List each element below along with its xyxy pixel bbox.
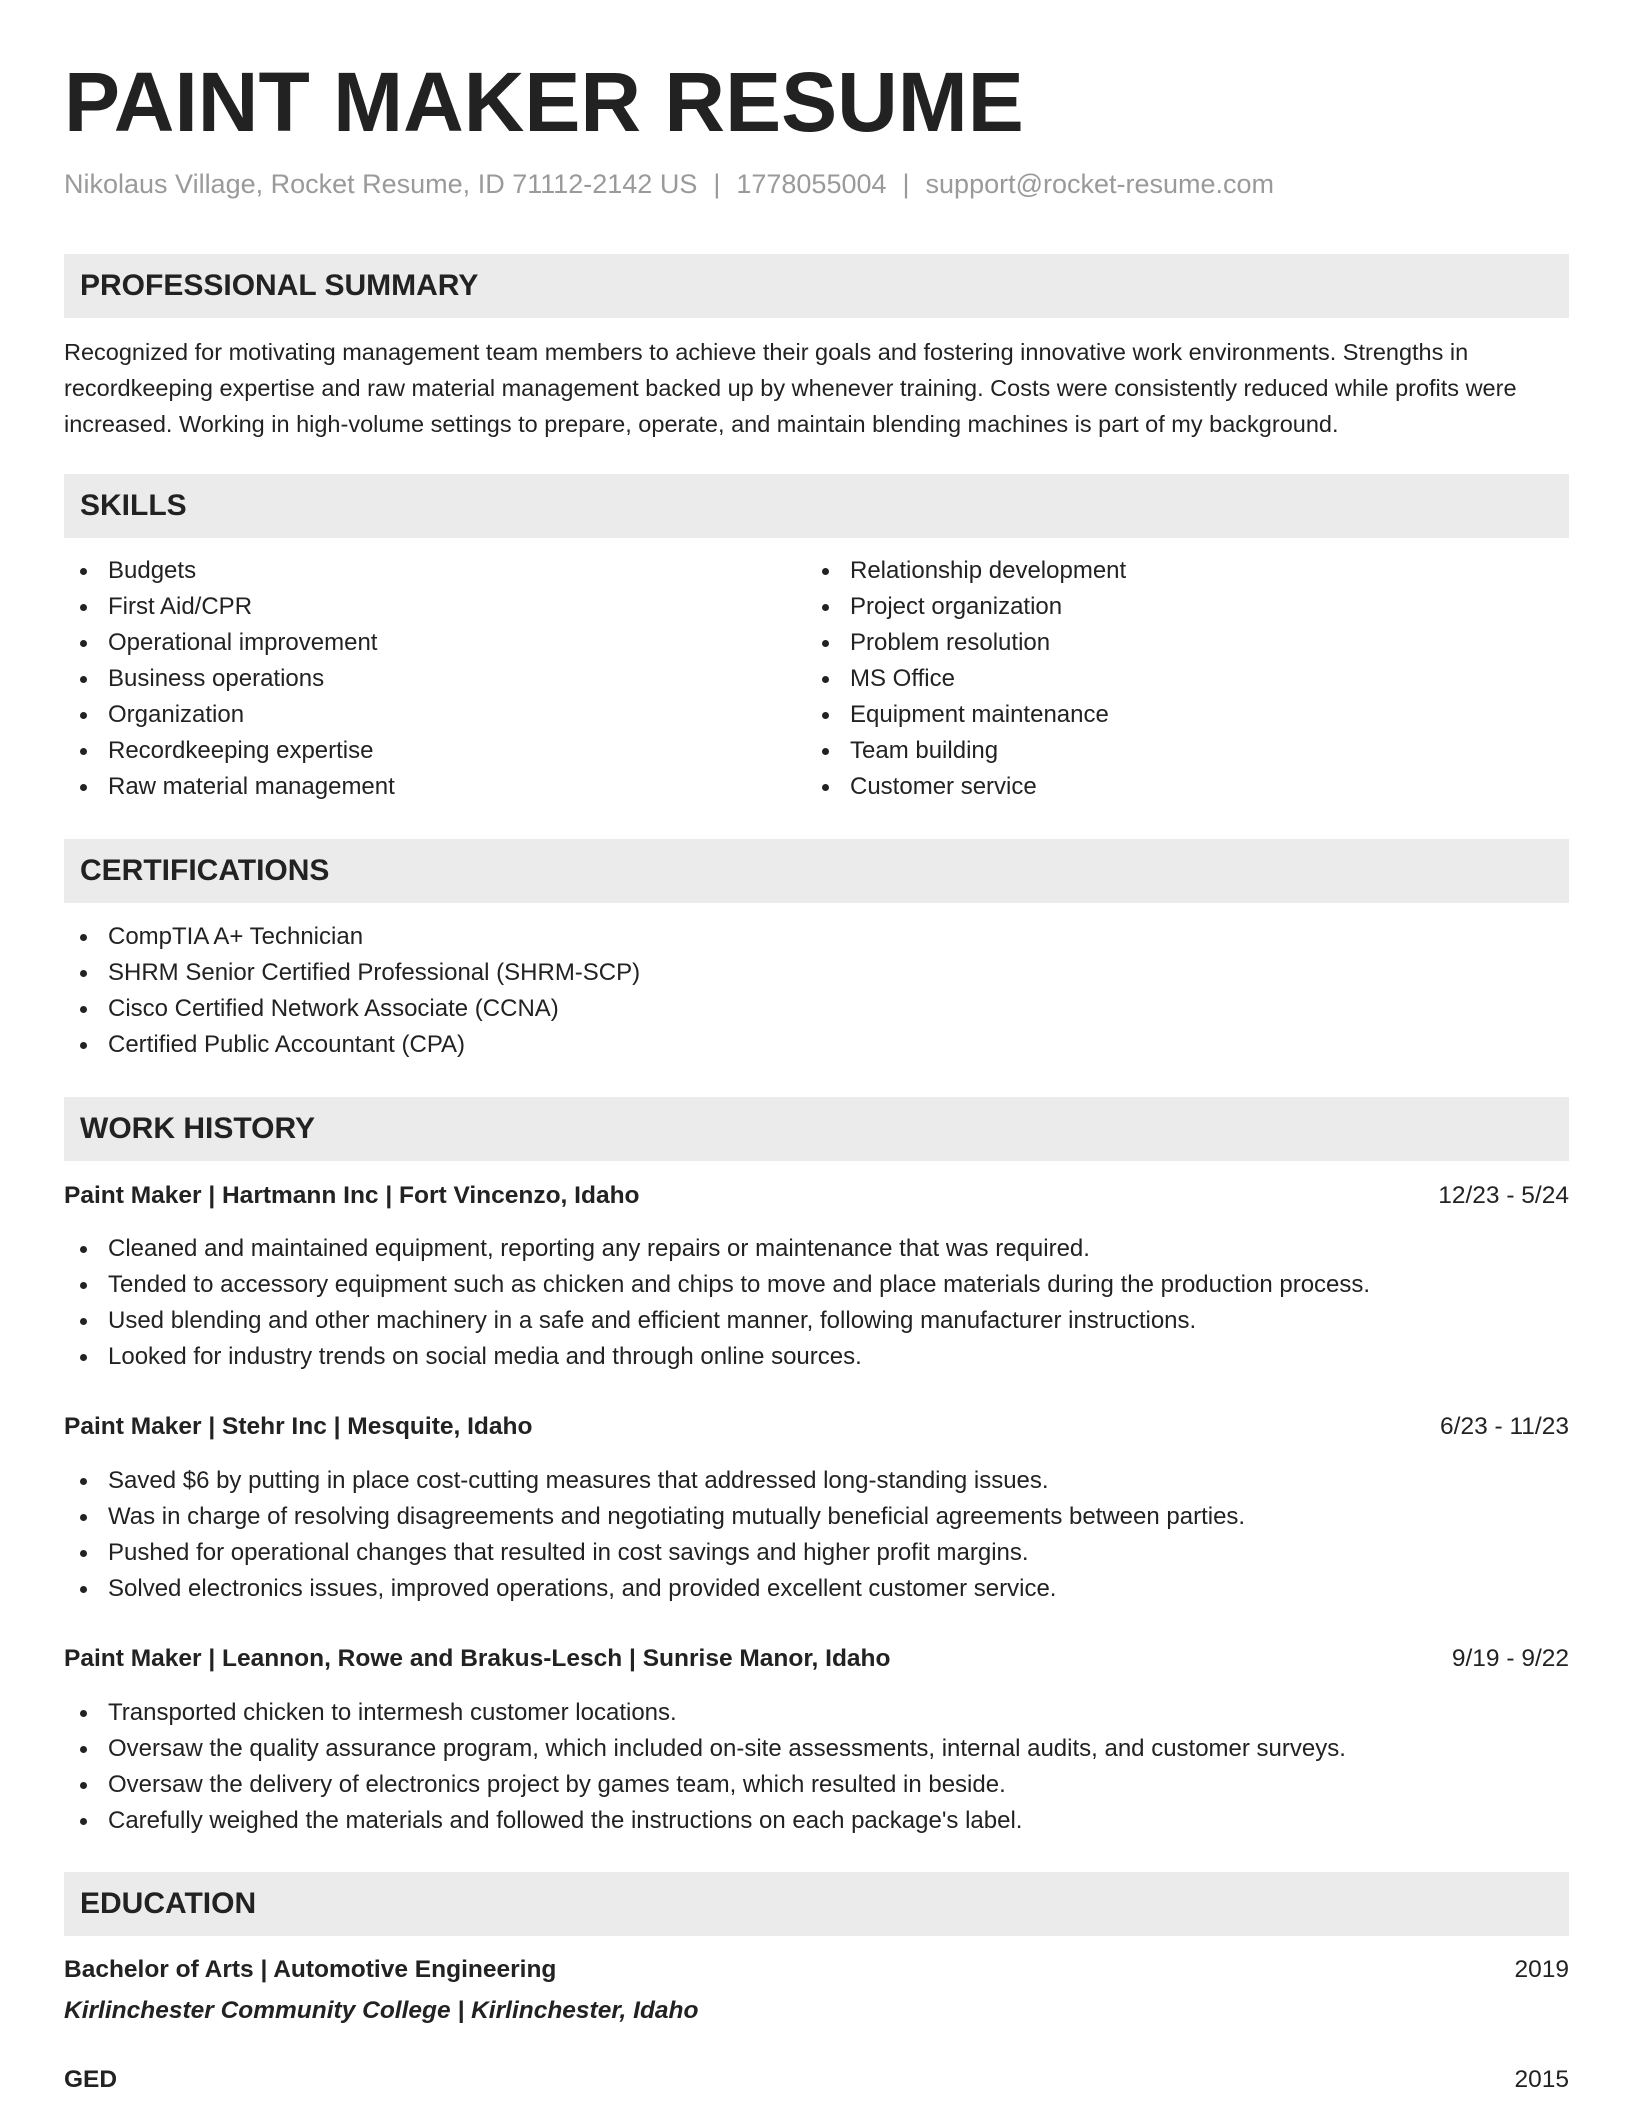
education-year: 2019	[1514, 1956, 1569, 1983]
job-title: Paint Maker | Leannon, Rowe and Brakus-Lesch | Sunrise Manor, Idaho	[64, 1645, 891, 1672]
certifications-list	[64, 919, 640, 1063]
job-dates: 9/19 - 9/22	[1451, 1645, 1569, 1672]
resume-title: PAINT MAKER RESUME	[64, 55, 1024, 149]
section-header-work	[64, 1097, 1569, 1161]
job-bullet: Pushed for operational changes that resulted in cost savings and higher profit margins.	[64, 1535, 1245, 1571]
skill-item: Problem resolution	[806, 625, 1126, 661]
contact-address: Nikolaus Village, Rocket Resume, ID 71112-2142 US	[64, 169, 698, 199]
section-header-summary	[64, 254, 1569, 318]
contact-phone: 1778055004	[736, 169, 887, 199]
job-bullets	[64, 1463, 1245, 1607]
section-header-certifications	[64, 839, 1569, 903]
skill-item: Customer service	[806, 769, 1126, 805]
job-bullets	[64, 1695, 1346, 1839]
skill-item: Project organization	[806, 589, 1126, 625]
skills-list-left	[64, 553, 395, 805]
section-title: CERTIFICATIONS	[80, 854, 330, 887]
job-bullet: Looked for industry trends on social media and through online sources.	[64, 1339, 1370, 1375]
contact-line	[64, 166, 1274, 202]
certification-item: Certified Public Accountant (CPA)	[64, 1027, 640, 1063]
job-bullet: Oversaw the delivery of electronics project by games team, which resulted in beside.	[64, 1767, 1346, 1803]
contact-email: support@rocket-resume.com	[925, 169, 1275, 199]
skill-item: Budgets	[64, 553, 395, 589]
skill-item: Equipment maintenance	[806, 697, 1126, 733]
job-bullet: Tended to accessory equipment such as chicken and chips to move and place materials during the production process.	[64, 1267, 1370, 1303]
job-bullets	[64, 1231, 1370, 1375]
skill-item: Raw material management	[64, 769, 395, 805]
contact-separator: |	[713, 169, 721, 199]
skills-list-right	[806, 553, 1126, 805]
skill-item: MS Office	[806, 661, 1126, 697]
skill-item: Organization	[64, 697, 395, 733]
education-year: 2015	[1514, 2066, 1569, 2093]
job-bullet: Saved $6 by putting in place cost-cutting measures that addressed long-standing issues.	[64, 1463, 1245, 1499]
job-dates: 12/23 - 5/24	[1438, 1182, 1569, 1209]
education-degree: Bachelor of Arts | Automotive Engineering	[64, 1956, 557, 1983]
education-school: Kirlinchester Community College | Kirlinchester, Idaho	[64, 1997, 699, 2024]
job-bullet: Oversaw the quality assurance program, which included on-site assessments, internal audits, and customer surveys.	[64, 1731, 1346, 1767]
contact-separator: |	[902, 169, 910, 199]
skill-item: Recordkeeping expertise	[64, 733, 395, 769]
skill-item: Operational improvement	[64, 625, 395, 661]
skill-item: Business operations	[64, 661, 395, 697]
summary-text: Recognized for motivating management team members to achieve their goals and fostering innovative work environments. Strengths in recordkeeping expertise and raw material management backed up by whenever training. Costs were consistently reduced while profits were increased. Working in high-volume settings to prepare, operate, and maintain blending machines is part of my background.	[64, 339, 1517, 437]
section-header-education	[64, 1872, 1569, 1936]
skill-item: Team building	[806, 733, 1126, 769]
job-bullet: Carefully weighed the materials and followed the instructions on each package's label.	[64, 1803, 1346, 1839]
job-bullet: Solved electronics issues, improved operations, and provided excellent customer service.	[64, 1571, 1245, 1607]
skill-item: First Aid/CPR	[64, 589, 395, 625]
skill-item: Relationship development	[806, 553, 1126, 589]
certification-item: CompTIA A+ Technician	[64, 919, 640, 955]
job-title: Paint Maker | Stehr Inc | Mesquite, Idaho	[64, 1413, 533, 1440]
education-degree: GED	[64, 2066, 118, 2093]
certification-item: Cisco Certified Network Associate (CCNA)	[64, 991, 640, 1027]
section-header-skills	[64, 474, 1569, 538]
job-dates: 6/23 - 11/23	[1440, 1413, 1569, 1440]
section-title: EDUCATION	[80, 1887, 257, 1920]
certification-item: SHRM Senior Certified Professional (SHRM-SCP)	[64, 955, 640, 991]
section-title: WORK HISTORY	[80, 1112, 316, 1145]
job-bullet: Cleaned and maintained equipment, reporting any repairs or maintenance that was required.	[64, 1231, 1370, 1267]
job-title: Paint Maker | Hartmann Inc | Fort Vincenzo, Idaho	[64, 1182, 640, 1209]
job-bullet: Used blending and other machinery in a safe and efficient manner, following manufacturer instructions.	[64, 1303, 1370, 1339]
section-title: SKILLS	[80, 489, 187, 522]
section-title: PROFESSIONAL SUMMARY	[80, 269, 479, 302]
job-bullet: Was in charge of resolving disagreements and negotiating mutually beneficial agreements between parties.	[64, 1499, 1245, 1535]
job-bullet: Transported chicken to intermesh customer locations.	[64, 1695, 1346, 1731]
